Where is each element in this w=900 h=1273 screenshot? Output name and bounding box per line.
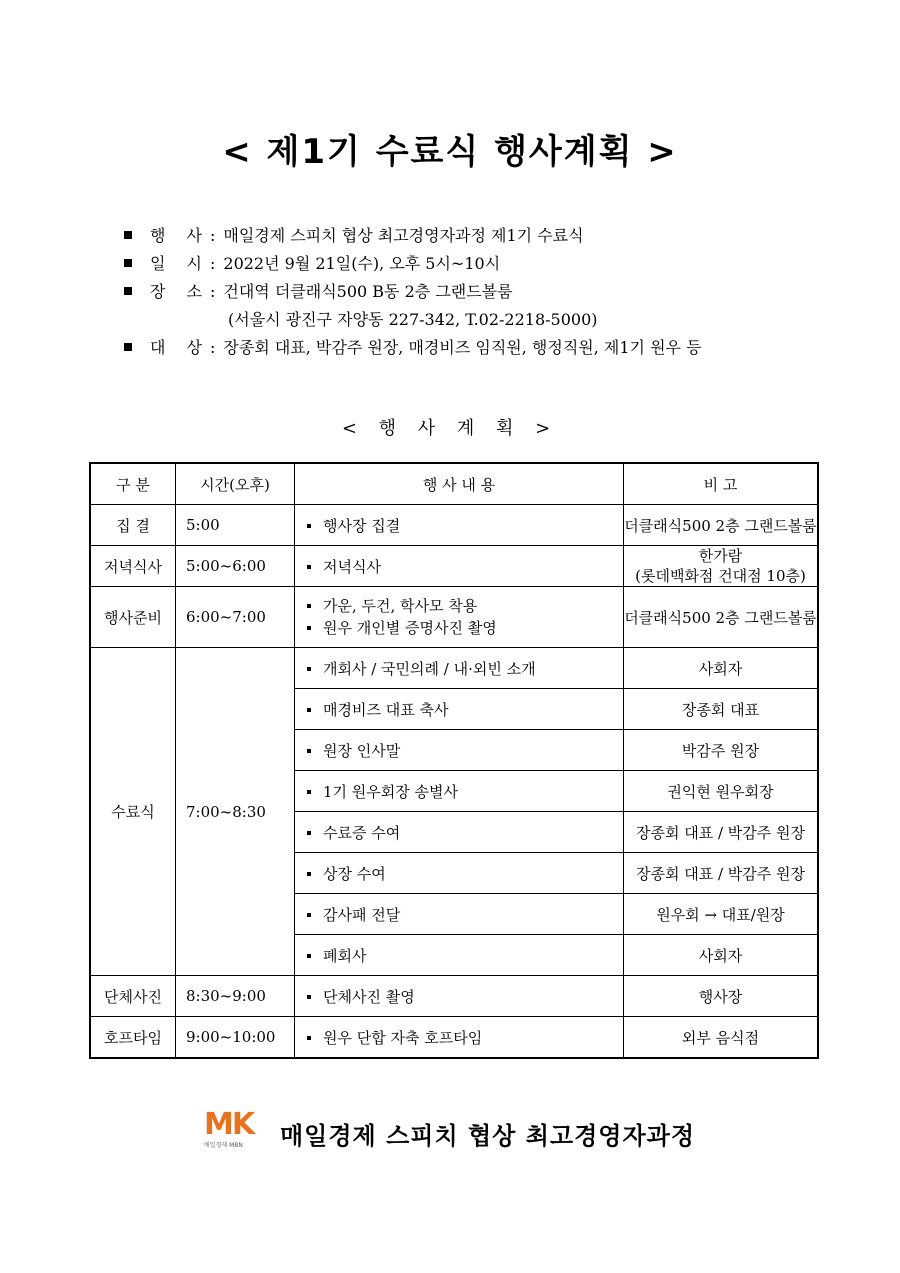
header-content: 행 사 내 용 (295, 463, 624, 505)
info-row-address: (서울시 광진구 자양동 227-342, T.02-2218-5000) (228, 310, 598, 329)
row-note: 원우회 → 대표/원장 (624, 894, 819, 935)
row-time: 9:00~10:00 (176, 1017, 295, 1059)
row-note: 사회자 (624, 648, 819, 689)
row-time: 7:00~8:30 (176, 648, 295, 976)
event-info (124, 222, 824, 362)
row-content: 원우 단합 자축 호프타임 (295, 1017, 624, 1059)
info-row-datetime: 일 시: 2022년 9월 21일(수), 오후 5시~10시 (124, 250, 824, 278)
row-note: 사회자 (624, 935, 819, 976)
table-row (90, 976, 818, 1017)
row-category: 단체사진 (90, 976, 176, 1017)
info-label: 일 시 (150, 254, 210, 273)
bullet-icon (124, 231, 132, 239)
row-content: 저녁식사 (295, 546, 624, 587)
row-category: 행사준비 (90, 587, 176, 648)
info-value: 매일경제 스피치 협상 최고경영자과정 제1기 수료식 (223, 226, 584, 245)
event-plan-table (89, 462, 819, 1059)
row-content: 수료증 수여 (295, 812, 624, 853)
bullet-icon (124, 259, 132, 267)
row-note: 외부 음식점 (624, 1017, 819, 1059)
row-content: 폐회사 (295, 935, 624, 976)
table-row (90, 546, 818, 587)
info-row-event: 행 사: 매일경제 스피치 협상 최고경영자과정 제1기 수료식 (124, 222, 824, 250)
row-note: 장종회 대표 / 박감주 원장 (624, 853, 819, 894)
row-time: 6:00~7:00 (176, 587, 295, 648)
row-time: 5:00 (176, 505, 295, 546)
info-label: 장 소 (150, 282, 210, 301)
row-category: 집 결 (90, 505, 176, 546)
bullet-icon (307, 524, 311, 528)
bullet-icon (307, 604, 311, 608)
bullet-icon (307, 913, 311, 917)
bullet-icon (124, 343, 132, 351)
info-label: 대 상 (150, 338, 210, 357)
table-row (90, 587, 818, 648)
table-row (90, 1017, 818, 1059)
row-content: 매경비즈 대표 축사 (295, 689, 624, 730)
row-note: 박감주 원장 (624, 730, 819, 771)
header-time: 시간(오후) (176, 463, 295, 505)
row-time: 8:30~9:00 (176, 976, 295, 1017)
row-note: 한가람 (롯데백화점 건대점 10층) (624, 546, 819, 587)
row-content: 원장 인사말 (295, 730, 624, 771)
row-time: 5:00~6:00 (176, 546, 295, 587)
bullet-icon (307, 667, 311, 671)
row-content: 개회사 / 국민의례 / 내·외빈 소개 (295, 648, 624, 689)
footer (204, 1108, 695, 1158)
info-value: 장종회 대표, 박감주 원장, 매경비즈 임직원, 행정직원, 제1기 원우 등 (223, 338, 702, 357)
row-note: 권익현 원우회장 (624, 771, 819, 812)
info-label: 행 사 (150, 226, 210, 245)
bullet-icon (307, 565, 311, 569)
bullet-icon (307, 1036, 311, 1040)
bullet-icon (307, 831, 311, 835)
row-content: 감사패 전달 (295, 894, 624, 935)
footer-org-name: 매일경제 스피치 협상 최고경영자과정 (280, 1120, 696, 1150)
bullet-icon (307, 626, 311, 630)
header-category: 구 분 (90, 463, 176, 505)
bullet-icon (307, 872, 311, 876)
row-content: 1기 원우회장 송별사 (295, 771, 624, 812)
row-note: 장종회 대표 / 박감주 원장 (624, 812, 819, 853)
info-row-audience: 대 상: 장종회 대표, 박감주 원장, 매경비즈 임직원, 행정직원, 제1기 원우 등 (124, 334, 824, 362)
info-value: 2022년 9월 21일(수), 오후 5시~10시 (223, 254, 501, 273)
row-content: 행사장 집결 (295, 505, 624, 546)
bullet-icon (307, 995, 311, 999)
row-category: 호프타임 (90, 1017, 176, 1059)
row-note: 장종회 대표 (624, 689, 819, 730)
table-row (90, 505, 818, 546)
table-header-row (90, 463, 818, 505)
section-title: < 행 사 계 획 > (341, 418, 559, 439)
header-note: 비 고 (624, 463, 819, 505)
row-note: 더클래식500 2층 그랜드볼룸 (624, 505, 819, 546)
logo-mark: MK (204, 1107, 254, 1142)
bullet-icon (307, 954, 311, 958)
row-content: 상장 수여 (295, 853, 624, 894)
table-row (90, 648, 818, 689)
row-content: 가운, 두건, 학사모 착용 원우 개인별 증명사진 촬영 (295, 587, 624, 648)
logo-subtext: 매일경제 MBN (204, 1142, 243, 1149)
page-title: < 제1기 수료식 행사계획 > (222, 132, 678, 172)
row-note: 행사장 (624, 976, 819, 1017)
bullet-icon (307, 790, 311, 794)
bullet-icon (124, 287, 132, 295)
info-row-place: 장 소: 건대역 더클래식500 B동 2층 그랜드볼룸 (124, 278, 824, 306)
row-category: 저녁식사 (90, 546, 176, 587)
info-value: 건대역 더클래식500 B동 2층 그랜드볼룸 (223, 282, 513, 301)
mk-logo (204, 1107, 262, 1156)
bullet-icon (307, 708, 311, 712)
row-category: 수료식 (90, 648, 176, 976)
row-content: 단체사진 촬영 (295, 976, 624, 1017)
row-note: 더클래식500 2층 그랜드볼룸 (624, 587, 819, 648)
bullet-icon (307, 749, 311, 753)
